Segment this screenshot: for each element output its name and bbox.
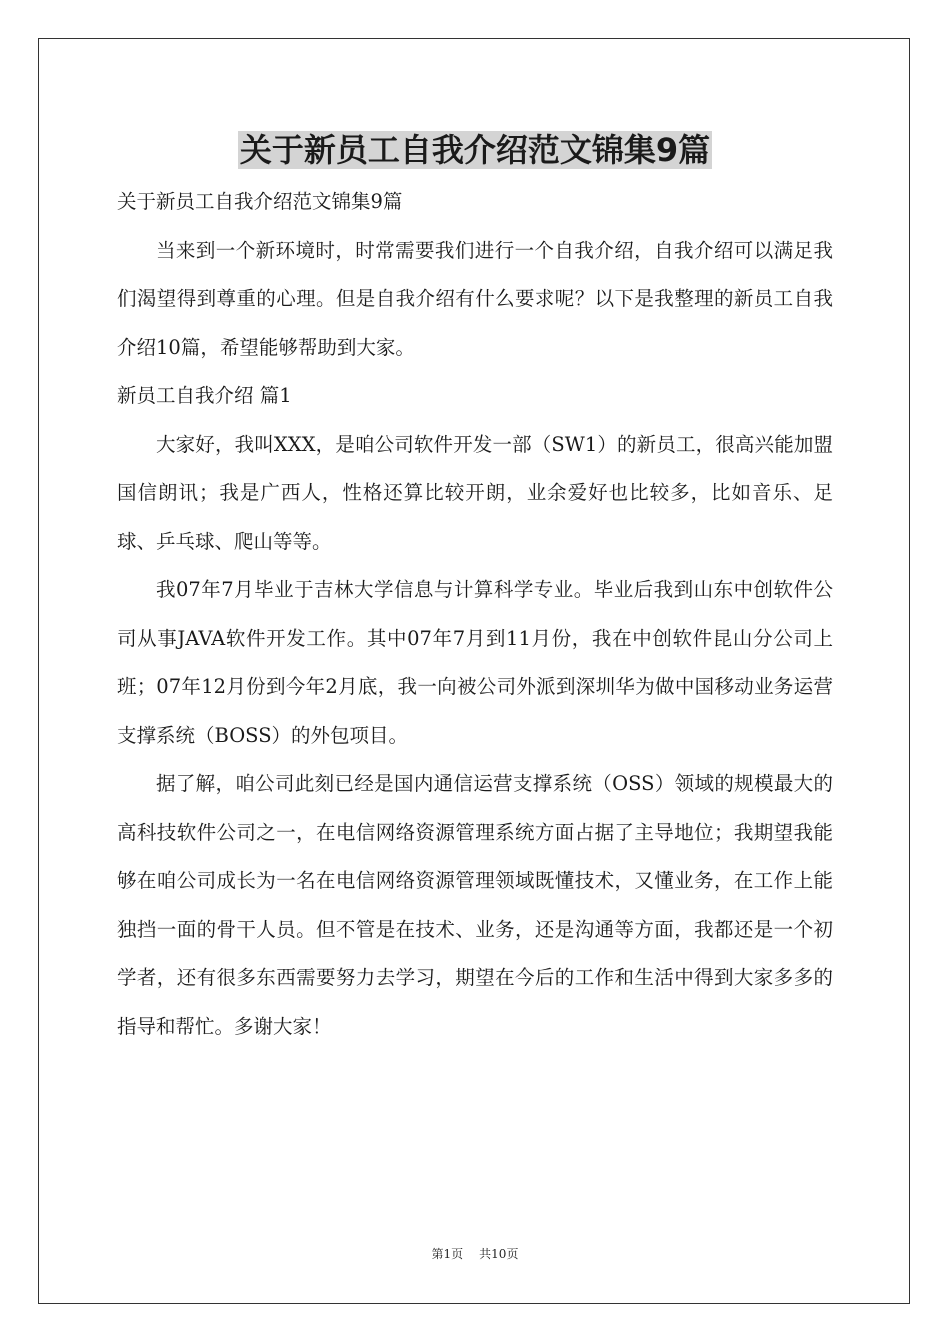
document-subtitle: 关于新员工自我介绍范文锦集9篇 (117, 190, 403, 213)
body-paragraph: 我07年7月毕业于吉林大学信息与计算科学专业。毕业后我到山东中创软件公司从事JAVA软件开发工作。其中07年7月到11月份，我在中创软件昆山分公司上班；07年12月份到今年2月底，我一向被公司外派到深圳华为做中国移动业务运营支撑系统（BOSS）的外包项目。 (117, 578, 833, 747)
page-footer (0, 1246, 950, 1262)
intro-paragraph: 当来到一个新环境时，时常需要我们进行一个自我介绍，自我介绍可以满足我们渴望得到尊重的心理。但是自我介绍有什么要求呢？以下是我整理的新员工自我介绍10篇，希望能够帮助到大家。 (117, 238, 833, 359)
document-title (0, 128, 950, 172)
body-paragraph: 据了解，咱公司此刻已经是国内通信运营支撑系统（OSS）领域的规模最大的高科技软件公司之一，在电信网络资源管理系统方面占据了主导地位；我期望我能够在咱公司成长为一名在电信网络资源管理领域既懂技术，又懂业务，在工作上能独挡一面的骨干人员。但不管是在技术、业务，还是沟通等方面，我都还是一个初学者，还有很多东西需要努力去学习，期望在今后的工作和生活中得到大家多多的指导和帮忙。多谢大家！ (117, 772, 833, 1038)
document-title-text: 关于新员工自我介绍范文锦集9篇 (239, 131, 711, 169)
body-paragraph: 大家好，我叫XXX，是咱公司软件开发一部（SW1）的新员工，很高兴能加盟国信朗讯；我是广西人，性格还算比较开朗，业余爱好也比较多，比如音乐、足球、乒乓球、爬山等等。 (117, 432, 833, 553)
section-heading: 新员工自我介绍 篇1 (117, 384, 292, 407)
page-total: 共10页 (479, 1247, 519, 1261)
page-number: 第1页 (431, 1247, 464, 1261)
document-body (117, 178, 833, 1051)
